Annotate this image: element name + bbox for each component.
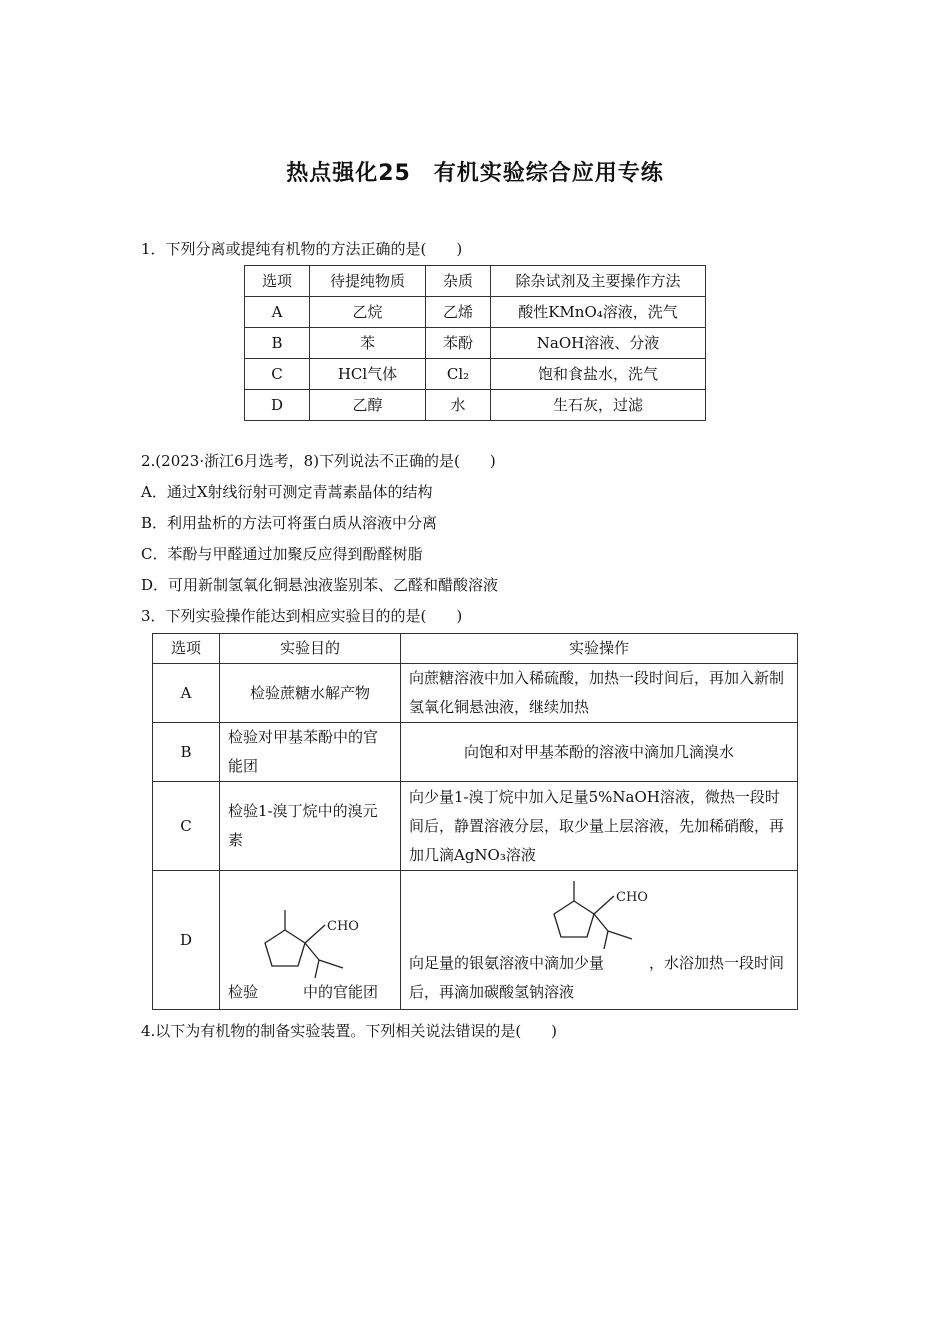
q2-option-c: C．苯酚与甲醛通过加聚反应得到酚醛树脂	[141, 545, 423, 563]
table-header-cell: 杂质	[426, 266, 491, 297]
table-cell: Cl₂	[426, 359, 491, 390]
table-cell: B	[153, 723, 220, 782]
table-cell	[401, 871, 798, 1010]
q2-stem: 2.(2023·浙江6月选考，8)下列说法不正确的是( )	[141, 452, 496, 470]
q1-table	[244, 265, 706, 421]
table-header-cell: 实验操作	[401, 634, 798, 664]
table-cell: 酸性KMnO₄溶液，洗气	[491, 297, 706, 328]
table-header-cell: 选项	[153, 634, 220, 664]
page-title: 热点强化25 有机实验综合应用专练	[286, 161, 664, 186]
q2-option-b: B．利用盐析的方法可将蛋白质从溶液中分离	[141, 514, 438, 532]
table-header-cell: 实验目的	[220, 634, 401, 664]
table-cell: NaOH溶液、分液	[491, 328, 706, 359]
table-cell: A	[245, 297, 310, 328]
q2-option-a: A．通过X射线衍射可测定青蒿素晶体的结构	[141, 483, 433, 501]
table-cell: 苯	[310, 328, 426, 359]
table-header-cell: 除杂试剂及主要操作方法	[491, 266, 706, 297]
table-cell: 向少量1-溴丁烷中加入足量5%NaOH溶液，微热一段时间后，静置溶液分层，取少量上层溶液，先加稀硝酸，再加几滴AgNO₃溶液	[401, 782, 798, 871]
table-cell: C	[245, 359, 310, 390]
table-cell: D	[245, 390, 310, 421]
table-cell: 饱和食盐水，洗气	[491, 359, 706, 390]
table-cell: 生石灰，过滤	[491, 390, 706, 421]
q3-table	[152, 633, 798, 1010]
table-cell: 乙烷	[310, 297, 426, 328]
table-cell: 向蔗糖溶液中加入稀硫酸，加热一段时间后，再加入新制氢氧化铜悬浊液，继续加热	[401, 664, 798, 723]
table-cell: C	[153, 782, 220, 871]
table-row	[153, 664, 798, 723]
table-cell: A	[153, 664, 220, 723]
table-header-cell: 待提纯物质	[310, 266, 426, 297]
aldehyde-structure-icon	[255, 900, 365, 978]
table-cell: 检验1-溴丁烷中的溴元素	[220, 782, 401, 871]
table-cell: 检验蔗糖水解产物	[220, 664, 401, 723]
table-cell: HCl气体	[310, 359, 426, 390]
table-row	[245, 390, 706, 421]
table-row	[245, 297, 706, 328]
q3-stem: 3．下列实验操作能达到相应实验目的的是( )	[141, 607, 463, 625]
table-cell: 水	[426, 390, 491, 421]
table-cell-text: 检验 中的官能团	[228, 983, 379, 1001]
table-cell: 向饱和对甲基苯酚的溶液中滴加几滴溴水	[401, 723, 798, 782]
table-row	[153, 782, 798, 871]
table-cell: 乙烯	[426, 297, 491, 328]
aldehyde-structure-icon	[544, 871, 654, 949]
table-cell-text: 向足量的银氨溶液中滴加少量 ，水浴加热一段时间后，再滴加碳酸氢钠溶液	[409, 954, 785, 1001]
q2-option-d: D．可用新制氢氧化铜悬浊液鉴别苯、乙醛和醋酸溶液	[141, 576, 499, 594]
table-row	[245, 359, 706, 390]
table-cell: 乙醇	[310, 390, 426, 421]
cho-label: CHO	[616, 890, 648, 905]
table-cell: 苯酚	[426, 328, 491, 359]
table-header-row	[153, 634, 798, 664]
q4-stem: 4.以下为有机物的制备实验装置。下列相关说法错误的是( )	[141, 1022, 558, 1040]
table-cell: B	[245, 328, 310, 359]
table-row	[245, 328, 706, 359]
table-cell: D	[153, 871, 220, 1010]
table-cell	[220, 871, 401, 1010]
cho-label: CHO	[327, 919, 359, 934]
table-cell: 检验对甲基苯酚中的官能团	[220, 723, 401, 782]
table-header-row	[245, 266, 706, 297]
table-row	[153, 723, 798, 782]
table-header-cell: 选项	[245, 266, 310, 297]
q1-stem: 1．下列分离或提纯有机物的方法正确的是( )	[141, 240, 463, 258]
table-row	[153, 871, 798, 1010]
